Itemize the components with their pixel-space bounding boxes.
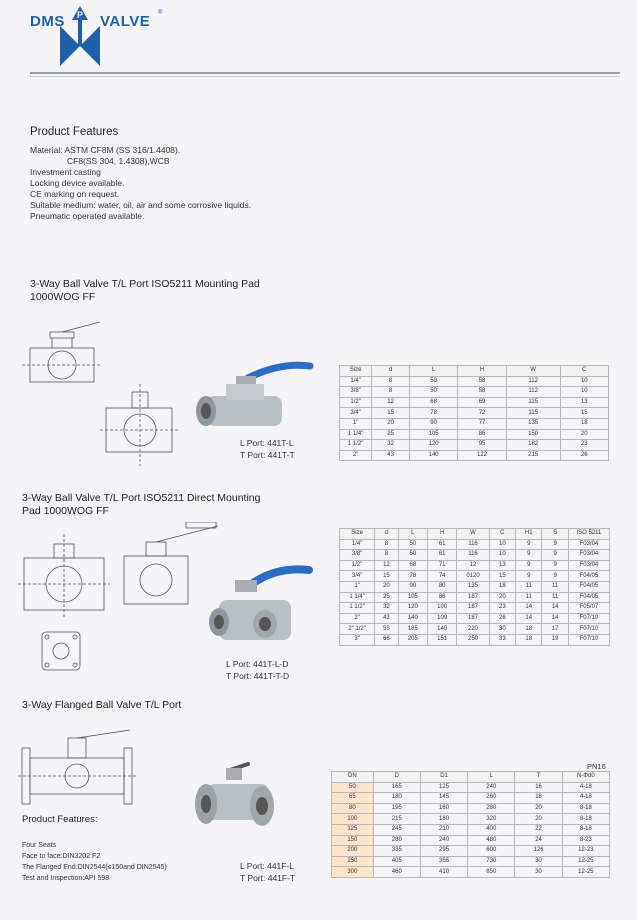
features-list [30, 145, 251, 222]
table-cell: 23 [489, 603, 515, 614]
table-cell: 125 [420, 782, 467, 793]
table-cell: 1 1/4" [340, 592, 375, 603]
table-cell: 15 [560, 408, 608, 419]
section3-port-l: L Port: 441F-L [240, 861, 295, 871]
feature-line: Face to face:DIN3202 F2 [22, 853, 101, 860]
table-cell: 3/4" [340, 408, 372, 419]
table-cell: 9 [516, 571, 542, 582]
table-row [340, 613, 610, 624]
table-cell: 140 [409, 450, 457, 461]
table-header-cell: C [560, 366, 608, 377]
table-cell: 2" [340, 450, 372, 461]
table-cell: 8-23 [562, 835, 609, 846]
table-cell: 2" 1/2" [340, 624, 375, 635]
feature-line: CE marking on request. [30, 189, 120, 199]
table-cell: 24 [515, 835, 562, 846]
table-cell: 50 [409, 376, 457, 387]
table-cell: 1" [340, 418, 372, 429]
table-header-cell: L [468, 772, 515, 783]
table-cell: 65 [332, 793, 374, 804]
table-cell: 115 [506, 408, 560, 419]
table-cell: 16 [515, 782, 562, 793]
table-cell: 320 [468, 814, 515, 825]
table-cell: 215 [373, 814, 420, 825]
table-cell: F04/05 [568, 592, 609, 603]
table-cell: 1/4" [340, 539, 375, 550]
table-cell: 9 [516, 539, 542, 550]
table-row [340, 408, 609, 419]
table-cell: 69 [458, 397, 506, 408]
table-cell: 150 [332, 835, 374, 846]
table-cell: 460 [373, 867, 420, 878]
table-header-row [332, 772, 610, 783]
table-cell: 8-18 [562, 814, 609, 825]
table-cell: 43 [375, 613, 398, 624]
table-row [340, 418, 609, 429]
table-cell: F07/10 [568, 634, 609, 645]
table-cell: 9 [542, 550, 568, 561]
table-cell: 135 [457, 581, 489, 592]
table-cell: 71 [428, 560, 457, 571]
table-cell: 32 [375, 603, 398, 614]
table-cell: 250 [332, 856, 374, 867]
table-cell: 30 [515, 856, 562, 867]
table-cell: 1 1/2" [340, 440, 372, 451]
table-row [340, 560, 610, 571]
table-cell: 295 [420, 846, 467, 857]
flanged-valve-drawing [18, 728, 136, 808]
table-cell: 74 [428, 571, 457, 582]
table-cell: 151 [428, 634, 457, 645]
table-cell: 1/2" [340, 397, 372, 408]
table-cell: 80 [428, 581, 457, 592]
table-cell: 22 [515, 824, 562, 835]
table-cell: 18 [516, 624, 542, 635]
table-cell: 405 [373, 856, 420, 867]
table-cell: 10 [560, 376, 608, 387]
table-cell: 3/8" [340, 550, 375, 561]
table-header-cell: ISO 5211 [568, 529, 609, 540]
table-cell: 0120 [457, 571, 489, 582]
table-cell: 480 [468, 835, 515, 846]
table-cell: 26 [489, 613, 515, 624]
brand-reg: ® [158, 10, 163, 16]
table-row [340, 634, 610, 645]
table-cell: 182 [506, 440, 560, 451]
table-cell: 77 [458, 418, 506, 429]
table-header-cell: C [489, 529, 515, 540]
table-cell: 135 [506, 418, 560, 429]
table-header-cell: W [506, 366, 560, 377]
table-cell: 3/4" [340, 571, 375, 582]
section2-port-t: T Port: 441T-T-D [226, 671, 290, 681]
table-cell: 12 [372, 397, 410, 408]
table-cell: 61 [428, 539, 457, 550]
table-cell: 8 [375, 539, 398, 550]
section1-table [339, 365, 609, 461]
table-cell: F07/10 [568, 613, 609, 624]
table-cell: 120 [409, 440, 457, 451]
table-cell: 10 [489, 539, 515, 550]
table-header-cell: H [428, 529, 457, 540]
table-row [340, 581, 610, 592]
table-cell: 18 [515, 793, 562, 804]
table-header-cell: T [515, 772, 562, 783]
table-cell: 15 [372, 408, 410, 419]
table-cell: 25 [372, 429, 410, 440]
table-cell: 58 [458, 387, 506, 398]
table-cell: 8-18 [562, 824, 609, 835]
table-cell: 72 [458, 408, 506, 419]
table-cell: F03/04 [568, 550, 609, 561]
section3-title: 3-Way Flanged Ball Valve T/L Port [22, 699, 182, 711]
table-cell: 240 [468, 782, 515, 793]
table-cell: 120 [398, 603, 427, 614]
table-cell: 30 [515, 867, 562, 878]
table-cell: 730 [468, 856, 515, 867]
brand-left: DMS [30, 13, 65, 30]
table-cell: F04/05 [568, 581, 609, 592]
table-cell: 140 [428, 624, 457, 635]
table-header-cell: d [375, 529, 398, 540]
table-cell: 195 [373, 803, 420, 814]
logo-icon [58, 4, 102, 66]
table-cell: 15 [489, 571, 515, 582]
table-cell: 61 [428, 550, 457, 561]
flanged-valve-photo [192, 758, 284, 838]
table-cell: F05/07 [568, 603, 609, 614]
table-cell: 12-25 [562, 856, 609, 867]
table-cell: 220 [457, 624, 489, 635]
section3-port-t: T Port: 441F-T [240, 873, 296, 883]
table-row [332, 803, 610, 814]
table-cell: 185 [398, 624, 427, 635]
table-cell: 3" [340, 634, 375, 645]
table-cell: 20 [515, 814, 562, 825]
table-row [340, 592, 610, 603]
table-row [332, 824, 610, 835]
section2-table [339, 528, 610, 646]
section2-title-line1: 3-Way Ball Valve T/L Port ISO5211 Direct Mounting [22, 492, 261, 504]
table-cell: 3/8" [340, 387, 372, 398]
section2-title [22, 492, 261, 518]
table-cell: 187 [457, 613, 489, 624]
table-header-cell: D [373, 772, 420, 783]
table-cell: 10 [560, 387, 608, 398]
table-cell: 12 [457, 560, 489, 571]
valve-photo-2 [205, 560, 320, 655]
table-cell: 280 [373, 835, 420, 846]
table-cell: 50 [398, 539, 427, 550]
table-header-cell: d [372, 366, 410, 377]
table-cell: 115 [506, 397, 560, 408]
section1-port-t: T Port: 441T-T [240, 450, 295, 460]
table-cell: 20 [372, 418, 410, 429]
table-header-cell: W [457, 529, 489, 540]
table-cell: 14 [516, 603, 542, 614]
feature-line: Material: ASTM CF8M (SS 316/1.4408). [30, 145, 181, 155]
table-cell: 23 [560, 440, 608, 451]
table-cell: 205 [398, 634, 427, 645]
table-cell: 68 [409, 397, 457, 408]
feature-line: Suitable medium: water, oil, air and some corrosive liquids. [30, 200, 252, 210]
table-cell: F03/04 [568, 560, 609, 571]
table-row [340, 550, 610, 561]
table-cell: 8 [372, 376, 410, 387]
table-cell: 8-18 [562, 803, 609, 814]
table-cell: 210 [420, 824, 467, 835]
table-cell: 26 [560, 450, 608, 461]
table-cell: 280 [468, 803, 515, 814]
table-cell: 78 [398, 571, 427, 582]
table-cell: 1/2" [340, 560, 375, 571]
table-cell: 11 [516, 592, 542, 603]
table-cell: 25 [375, 592, 398, 603]
table-cell: 600 [468, 846, 515, 857]
table-header-cell: D1 [420, 772, 467, 783]
table-cell: 11 [516, 581, 542, 592]
table-cell: 86 [428, 592, 457, 603]
svg-text:P: P [76, 10, 84, 20]
table-header-cell: L [409, 366, 457, 377]
table-cell: 200 [332, 846, 374, 857]
table-row [332, 856, 610, 867]
table-row [340, 429, 609, 440]
table-cell: 165 [373, 782, 420, 793]
table-cell: 18 [516, 634, 542, 645]
section1-title-line2: 1000WOG FF [30, 291, 96, 303]
feature-line: Investment casting [30, 167, 101, 177]
table-cell: 20 [515, 803, 562, 814]
table-cell: 90 [398, 581, 427, 592]
table-cell: 58 [458, 376, 506, 387]
table-cell: 1 1/2" [340, 603, 375, 614]
table-cell: 215 [506, 450, 560, 461]
table-cell: 15 [375, 571, 398, 582]
table-cell: 4-18 [562, 782, 609, 793]
table-cell: 9 [542, 539, 568, 550]
table-row [340, 397, 609, 408]
table-cell: 9 [516, 560, 542, 571]
features-title: Product Features [30, 126, 119, 138]
table-cell: 112 [506, 387, 560, 398]
table-cell: 95 [458, 440, 506, 451]
table-row [340, 450, 609, 461]
table-cell: 126 [515, 846, 562, 857]
table-header-cell: N-Φd0 [562, 772, 609, 783]
table-cell: F04/05 [568, 571, 609, 582]
valve-drawing-side [22, 310, 102, 390]
table-cell: 2" [340, 613, 375, 624]
table-header-cell: H [458, 366, 506, 377]
table-cell: 1" [340, 581, 375, 592]
table-cell: 180 [420, 814, 467, 825]
table-cell: 13 [489, 560, 515, 571]
table-cell: 850 [468, 867, 515, 878]
table-cell: 125 [332, 824, 374, 835]
table-cell: 12-23 [562, 846, 609, 857]
table-cell: 410 [420, 867, 467, 878]
table-cell: 8 [372, 387, 410, 398]
table-cell: 30 [489, 624, 515, 635]
table-row [332, 846, 610, 857]
table-cell: 50 [332, 782, 374, 793]
table-cell: 150 [506, 429, 560, 440]
table-row [340, 624, 610, 635]
table-cell: 140 [398, 613, 427, 624]
table-cell: 116 [457, 550, 489, 561]
table-cell: 90 [409, 418, 457, 429]
section1-port-l: L Port: 441T-L [240, 438, 294, 448]
table-cell: 109 [428, 613, 457, 624]
header-rule-thin [30, 76, 620, 77]
table-cell: 335 [373, 846, 420, 857]
feature-line: The Flanged End:DIN2544(≤150and DIN2545) [22, 864, 167, 871]
table-cell: 105 [398, 592, 427, 603]
feature-line: CF8(SS 304, 1.4308),WCB [67, 156, 170, 166]
table-cell: 112 [506, 376, 560, 387]
table-cell: 11 [542, 581, 568, 592]
table-cell: 180 [373, 793, 420, 804]
table-cell: 9 [516, 550, 542, 561]
table-cell: 145 [420, 793, 467, 804]
table-cell: 86 [458, 429, 506, 440]
table-cell: 187 [457, 592, 489, 603]
feature-line: Test and Inspection:API 598 [22, 875, 110, 882]
table-header-cell: DN [332, 772, 374, 783]
table-cell: 68 [398, 560, 427, 571]
table-header-cell: Size [340, 366, 372, 377]
table-cell: 10 [489, 550, 515, 561]
table-cell: 55 [375, 624, 398, 635]
table-header-cell: Size [340, 529, 375, 540]
table-cell: 355 [420, 856, 467, 867]
table-cell: 8 [375, 550, 398, 561]
table-row [332, 782, 610, 793]
section1-title [30, 278, 260, 304]
feature-line: Pneumatic operated available. [30, 211, 145, 221]
section1-title-line1: 3-Way Ball Valve T/L Port ISO5211 Mounting Pad [30, 278, 260, 290]
table-cell: 160 [420, 803, 467, 814]
table-header-cell: L [398, 529, 427, 540]
section2-port-l: L Port: 441T-L-D [226, 659, 289, 669]
table-cell: 400 [468, 824, 515, 835]
section3-table [331, 771, 610, 878]
table-cell: 13 [560, 397, 608, 408]
header-rule [30, 72, 620, 74]
table-cell: 66 [375, 634, 398, 645]
table-cell: 187 [457, 603, 489, 614]
table-row [340, 440, 609, 451]
table-cell: F07/10 [568, 624, 609, 635]
table-row [332, 867, 610, 878]
table-cell: 43 [372, 450, 410, 461]
table-cell: 33 [489, 634, 515, 645]
table-row [332, 793, 610, 804]
table-cell: 14 [542, 603, 568, 614]
pn-label: PN16 [587, 762, 606, 771]
table-header-cell: H1 [516, 529, 542, 540]
table-cell: F03/04 [568, 539, 609, 550]
table-cell: 14 [542, 613, 568, 624]
table-header-row [340, 529, 610, 540]
table-row [340, 539, 610, 550]
table-cell: 50 [409, 387, 457, 398]
table-row [332, 814, 610, 825]
feature-line: Locking device available. [30, 178, 125, 188]
section3-features-list [22, 840, 167, 884]
table-cell: 78 [409, 408, 457, 419]
table-cell: 100 [332, 814, 374, 825]
table-cell: 4-18 [562, 793, 609, 804]
section2-title-line2: Pad 1000WOG FF [22, 505, 109, 517]
valve-drawing-2-top [36, 626, 86, 676]
brand-right: VALVE [100, 13, 151, 30]
table-row [332, 835, 610, 846]
table-row [340, 571, 610, 582]
table-cell: 20 [560, 429, 608, 440]
table-cell: 250 [457, 634, 489, 645]
table-cell: 19 [542, 634, 568, 645]
table-cell: 32 [372, 440, 410, 451]
table-cell: 105 [409, 429, 457, 440]
valve-photo-1 [190, 358, 320, 438]
table-cell: 240 [420, 835, 467, 846]
table-row [340, 387, 609, 398]
table-cell: 18 [560, 418, 608, 429]
valve-drawing-2-side [18, 528, 110, 620]
table-cell: 12-25 [562, 867, 609, 878]
table-cell: 245 [373, 824, 420, 835]
table-header-cell: S [542, 529, 568, 540]
table-cell: 17 [542, 624, 568, 635]
table-cell: 116 [457, 539, 489, 550]
table-cell: 80 [332, 803, 374, 814]
section3-features-title: Product Features: [22, 814, 98, 825]
table-cell: 50 [398, 550, 427, 561]
table-row [340, 603, 610, 614]
table-cell: 1 1/4" [340, 429, 372, 440]
table-cell: 122 [458, 450, 506, 461]
table-cell: 11 [542, 592, 568, 603]
table-cell: 14 [516, 613, 542, 624]
table-cell: 9 [542, 560, 568, 571]
table-row [340, 376, 609, 387]
table-cell: 300 [332, 867, 374, 878]
valve-drawing-front [100, 380, 180, 470]
table-cell: 9 [542, 571, 568, 582]
table-cell: 1/4" [340, 376, 372, 387]
table-cell: 12 [375, 560, 398, 571]
table-cell: 20 [489, 592, 515, 603]
table-cell: 18 [489, 581, 515, 592]
table-header-row [340, 366, 609, 377]
table-cell: 260 [468, 793, 515, 804]
table-cell: 100 [428, 603, 457, 614]
table-cell: 20 [375, 581, 398, 592]
feature-line: Four Seats [22, 842, 57, 849]
